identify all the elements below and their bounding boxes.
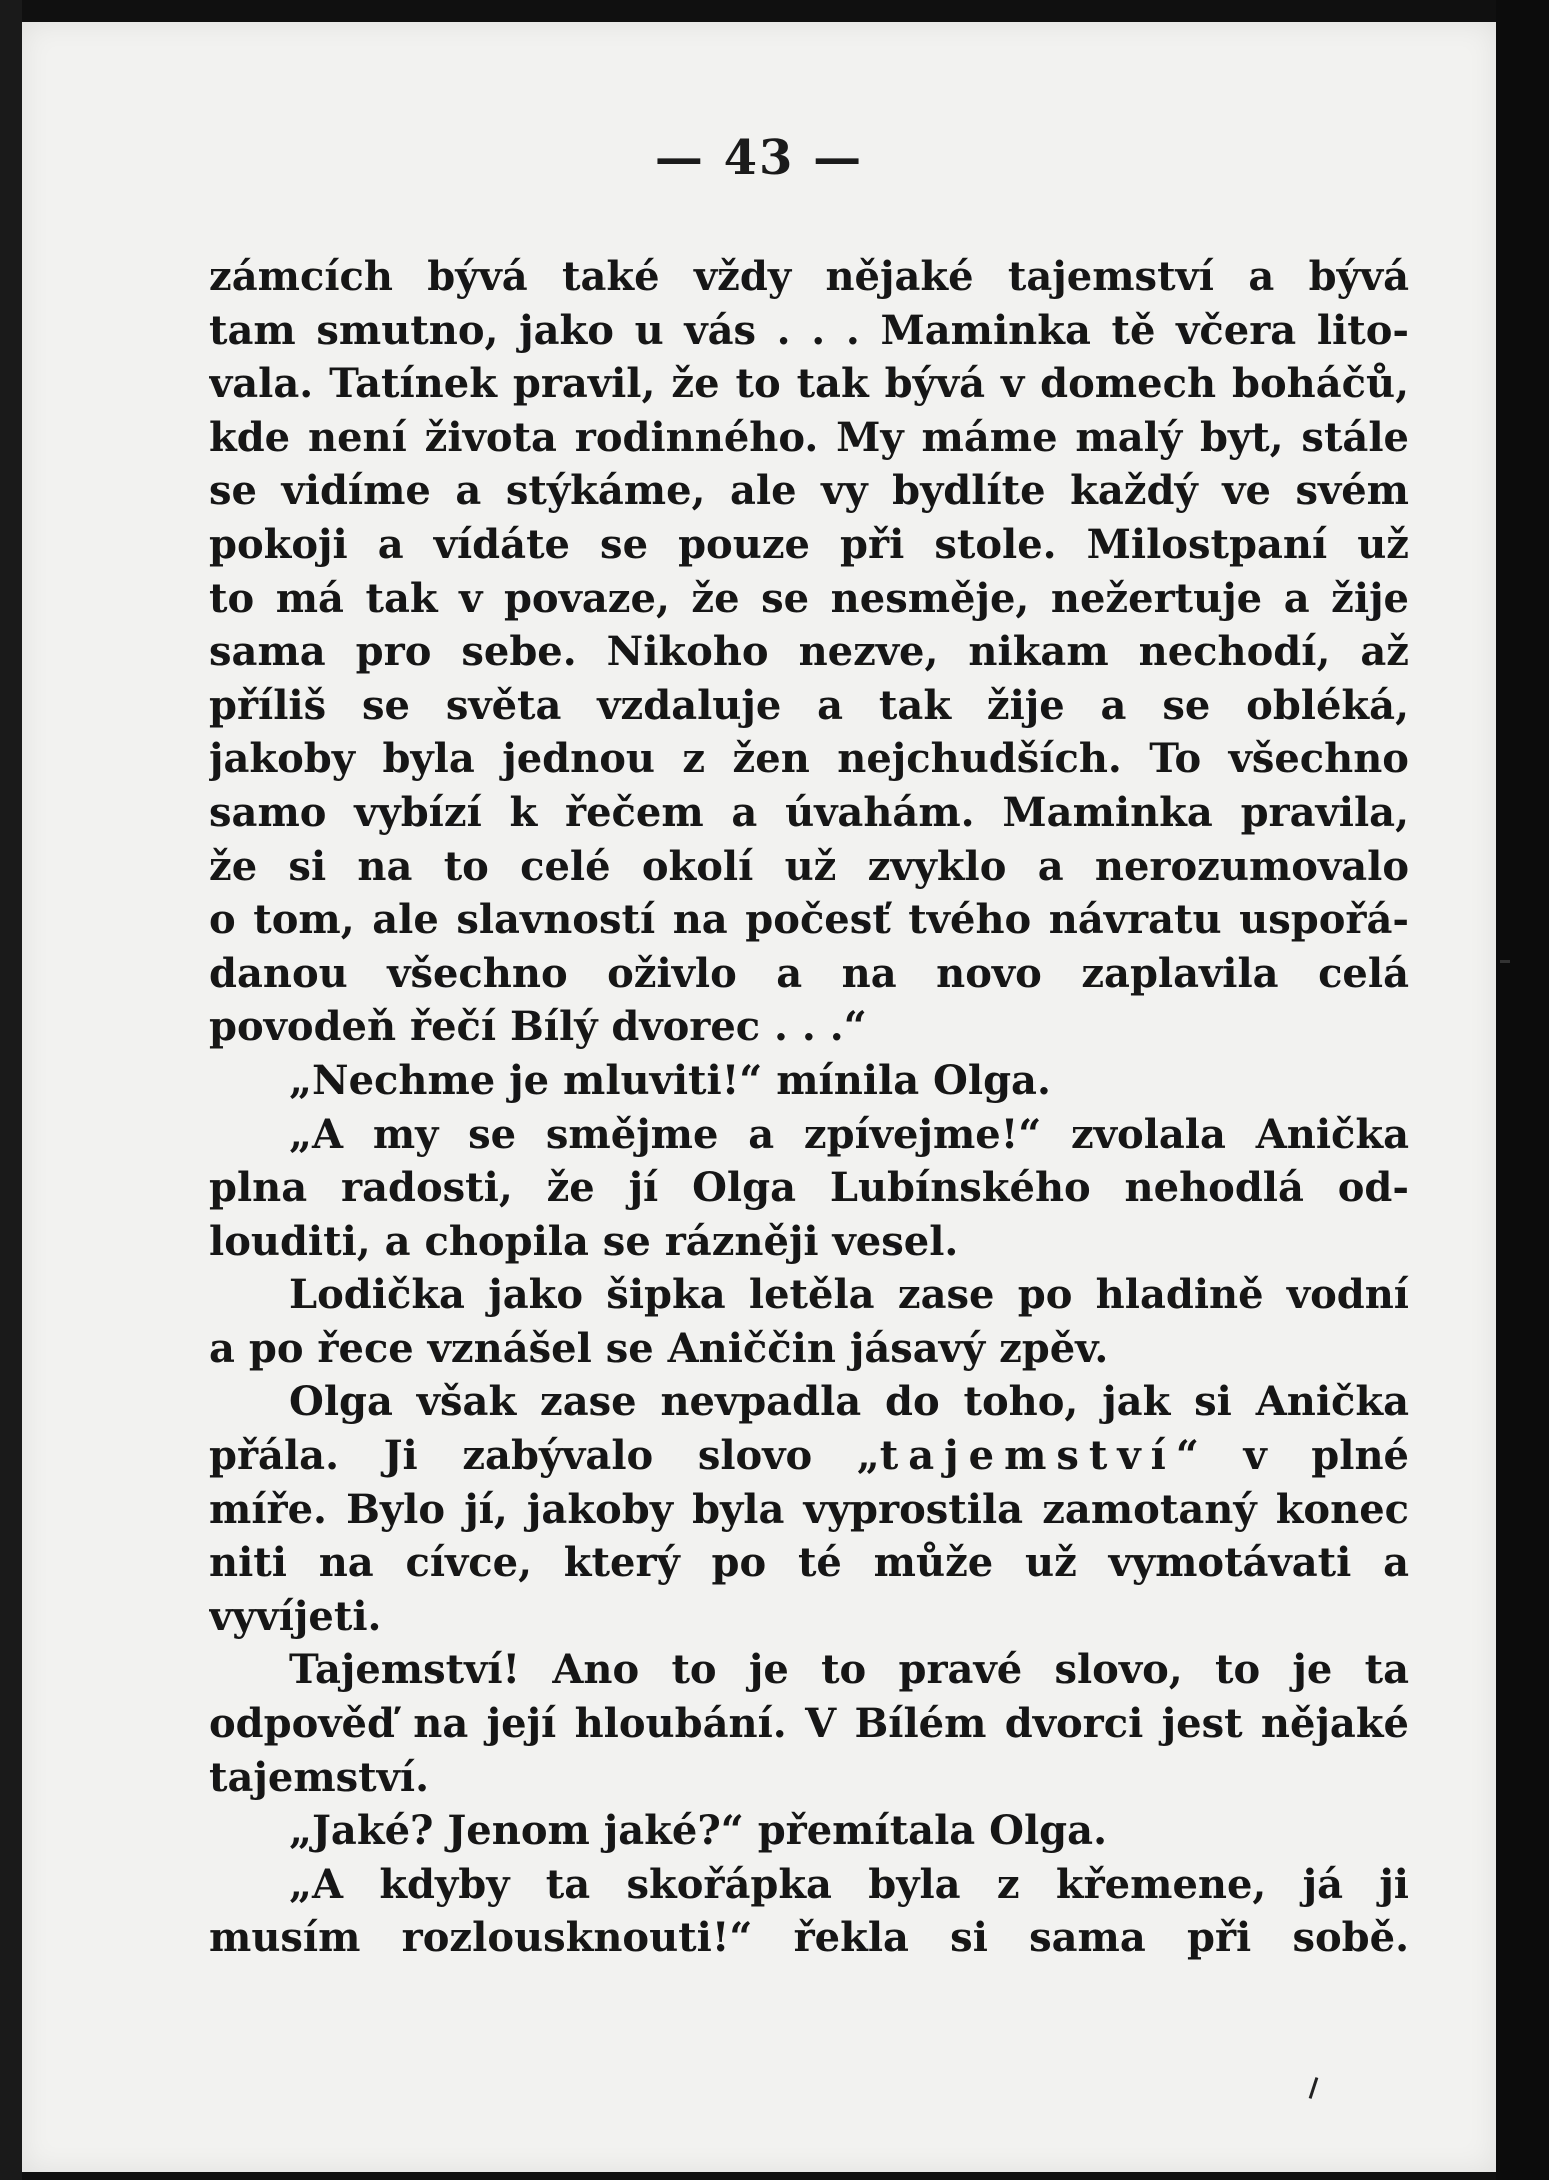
text-line: „Jaké? Jenom jaké?“ přemítala Olga. [289, 1807, 1107, 1855]
text-fragment: přála. Ji zabývalo slovo „ [209, 1432, 880, 1480]
book-page [22, 22, 1496, 2172]
text-line: že si na to celé okolí už zvyklo a nerozumovalo [209, 842, 1409, 890]
scan-left-edge [0, 0, 22, 2180]
text-line: Olga však zase nevpadla do toho, jak si Anička [289, 1378, 1409, 1426]
text-line: sama pro sebe. Nikoho nezve, nikam nechodí, až [209, 628, 1409, 676]
text-line: tam smutno, jako u vás . . . Maminka tě včera lito- [209, 306, 1409, 354]
text-line: se vidíme a stýkáme, ale vy bydlíte každý ve svém [209, 467, 1409, 515]
text-line: pokoji a vídáte se pouze při stole. Milostpaní už [209, 520, 1409, 568]
text-line: Tajemství! Ano to je to pravé slovo, to je ta [289, 1646, 1409, 1694]
page-number: — 43 — [654, 130, 864, 186]
text-line: zámcích bývá také vždy nějaké tajemství a bývá [209, 253, 1409, 300]
body-text [209, 250, 1409, 1965]
text-line: „A kdyby ta skořápka byla z křemene, já ji [289, 1860, 1409, 1908]
text-line: míře. Bylo jí, jakoby byla vyprostila zamotaný konec [209, 1485, 1409, 1533]
text-line: musím rozlousknouti!“ řekla si sama při sobě. [209, 1914, 1409, 1962]
text-line: louditi, a chopila se rázněji vesel. [209, 1217, 959, 1265]
text-fragment: “ v plné [1175, 1432, 1409, 1480]
stray-ink-mark [1309, 2077, 1319, 2099]
text-line-mixed [209, 1429, 1409, 1483]
text-line: samo vybízí k řečem a úvahám. Maminka pravila, [209, 788, 1409, 836]
text-line: „A my se smějme a zpívejme!“ zvolala Anička [289, 1110, 1409, 1158]
text-line: vala. Tatínek pravil, že to tak bývá v domech boháčů, [209, 360, 1409, 408]
text-line: o tom, ale slavností na počesť tvého návratu uspořá- [209, 896, 1409, 944]
text-line: niti na cívce, který po té může už vymotávati a [209, 1539, 1409, 1587]
text-line: povodeň řečí Bílý dvorec . . .“ [209, 1003, 867, 1051]
scan-right-edge [1496, 0, 1549, 2180]
text-line: danou všechno oživlo a na novo zaplavila celá [209, 949, 1409, 997]
text-line: odpověď na její hloubání. V Bílém dvorci jest nějaké [209, 1700, 1409, 1748]
text-line: tajemství. [209, 1753, 429, 1801]
text-line: příliš se světa vzdaluje a tak žije a se obléká, [209, 681, 1409, 729]
text-line: Lodička jako šipka letěla zase po hladině vodní [289, 1271, 1409, 1319]
margin-mark [1500, 960, 1510, 963]
text-line: vyvíjeti. [209, 1592, 382, 1640]
emphasized-word: tajemství [879, 1432, 1176, 1480]
text-line: „Nechme je mluviti!“ mínila Olga. [289, 1056, 1051, 1104]
text-line: a po řece vznášel se Aniččin jásavý zpěv. [209, 1324, 1109, 1372]
text-line: jakoby byla jednou z žen nejchudších. To všechno [209, 735, 1409, 783]
text-line: to má tak v povaze, že se nesměje, nežertuje a žije [209, 574, 1409, 622]
text-line: plna radosti, že jí Olga Lubínského nehodlá od- [209, 1164, 1409, 1212]
text-line: kde není života rodinného. My máme malý byt, stále [209, 413, 1409, 461]
